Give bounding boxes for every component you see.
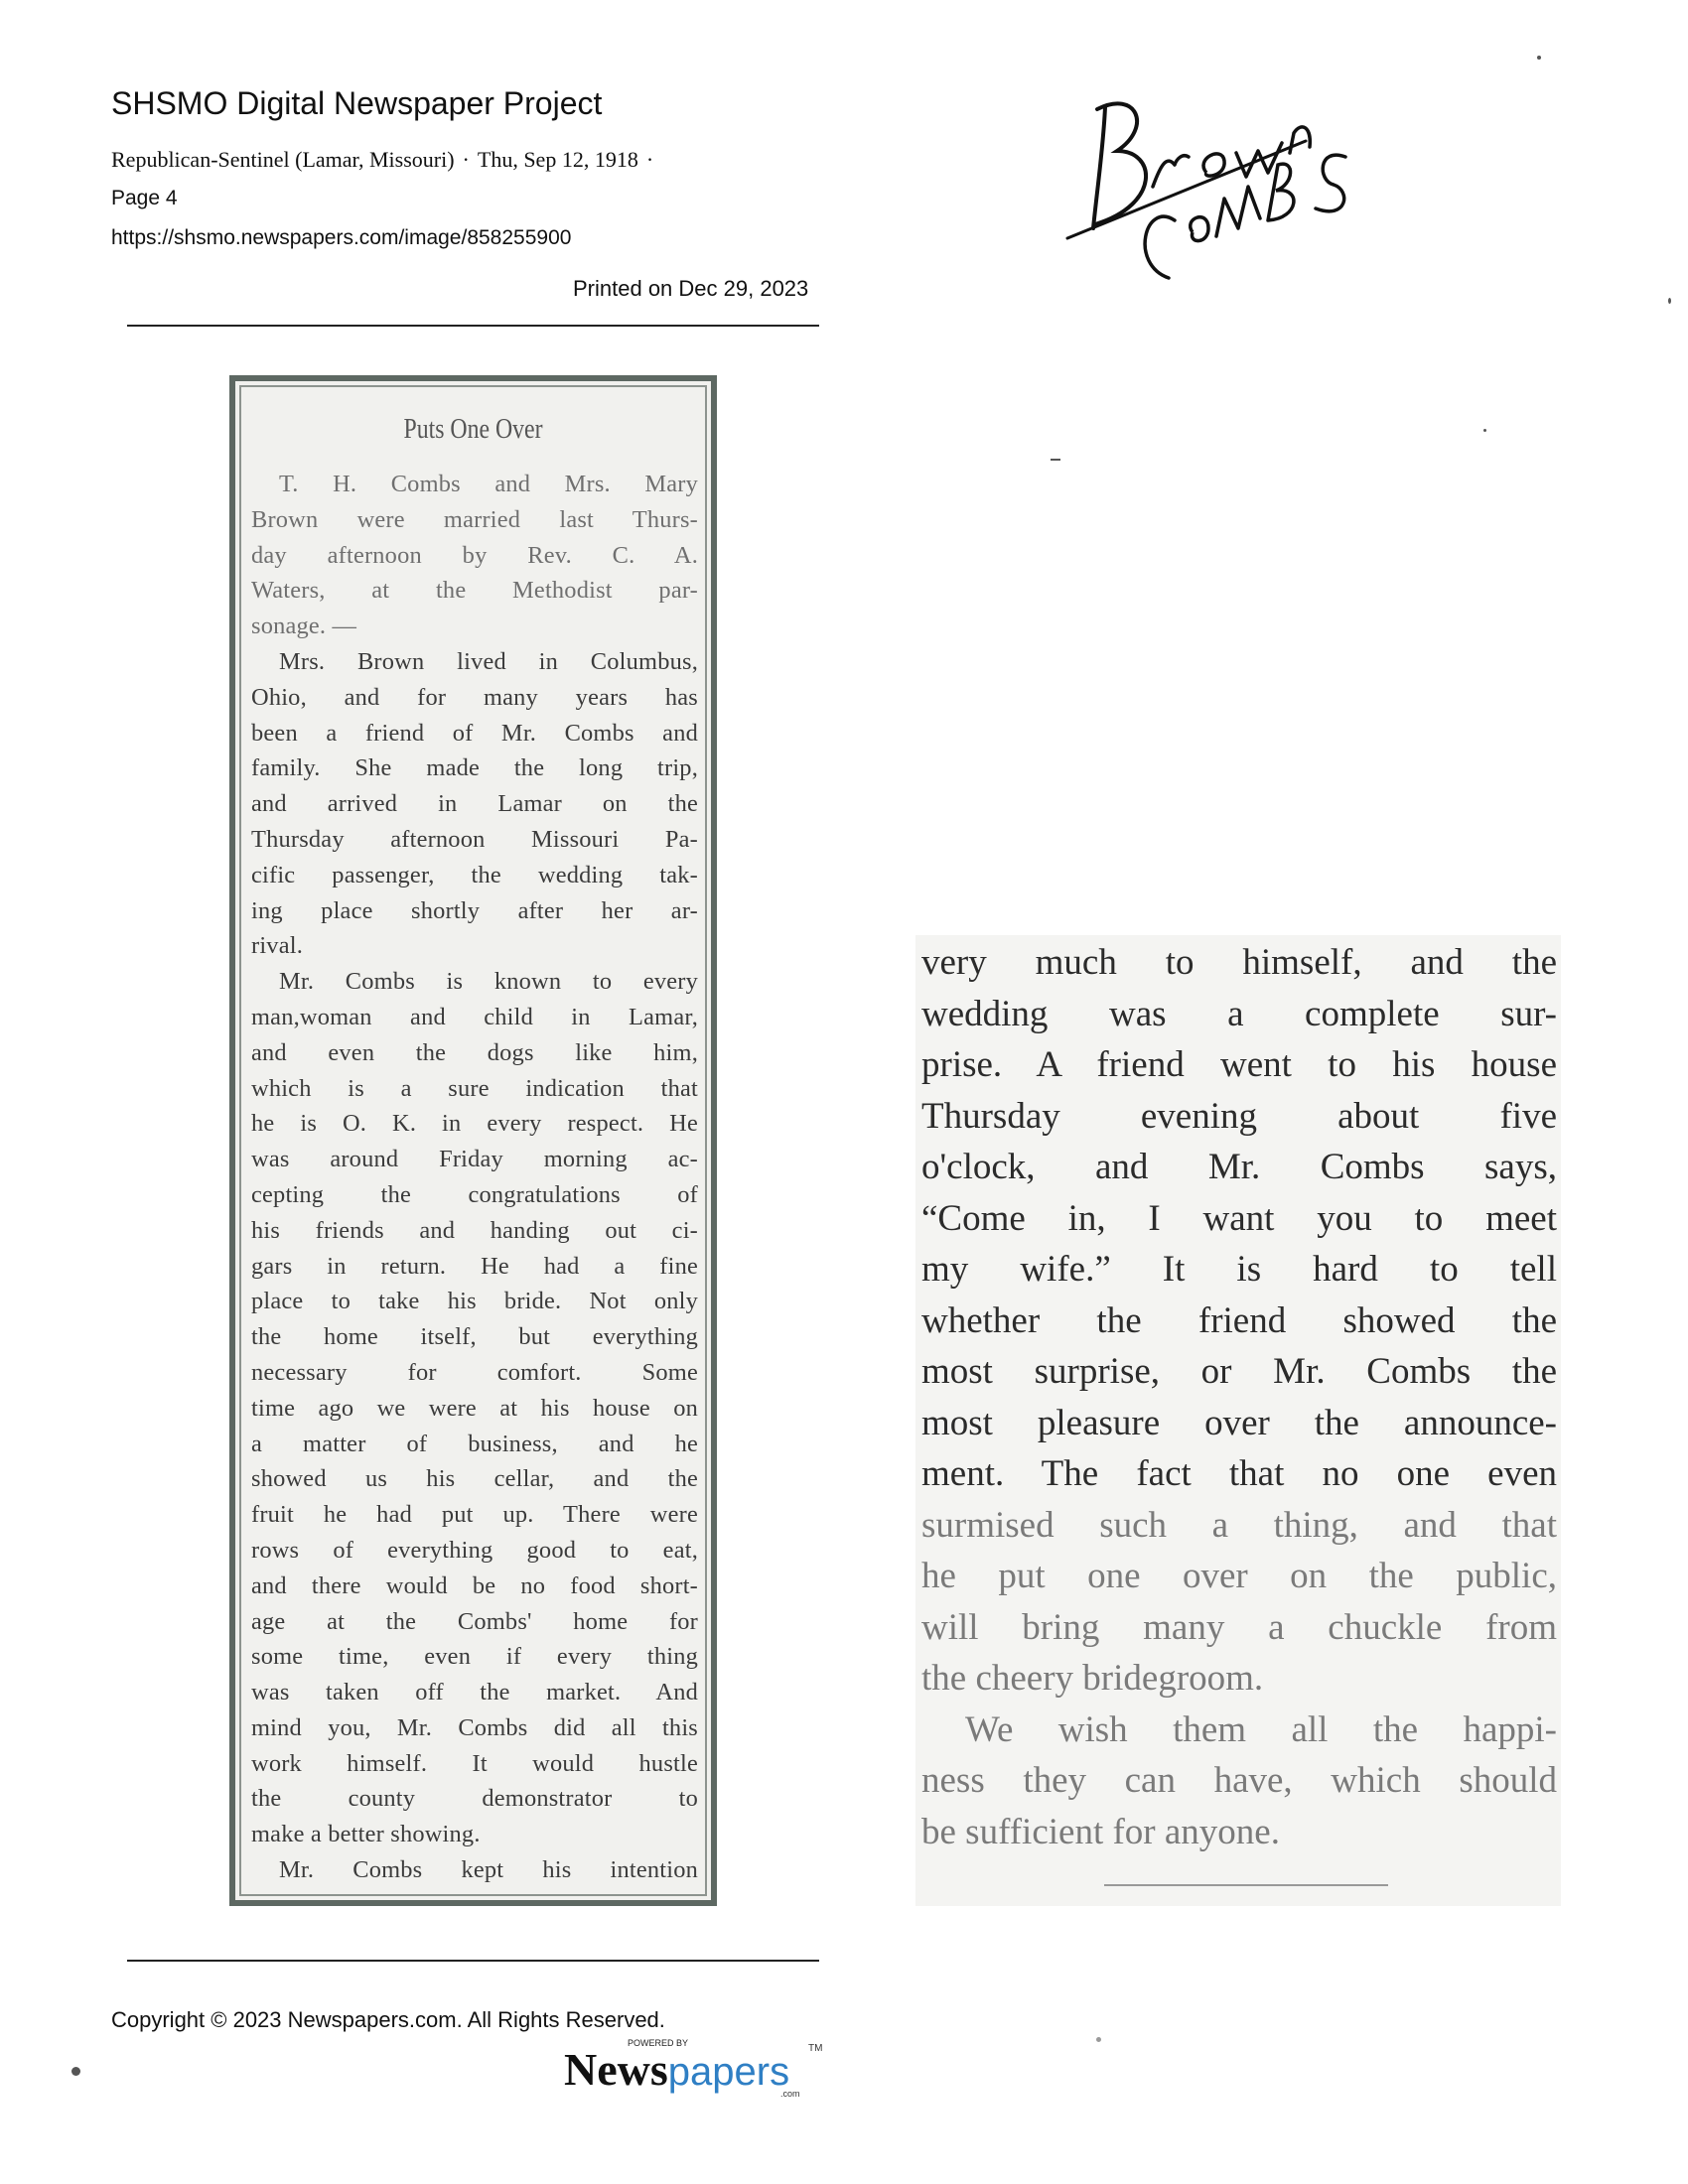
article-line: Thursday afternoon Missouri Pa- [251, 825, 698, 853]
project-title: SHSMO Digital Newspaper Project [111, 85, 603, 121]
article-line: Mrs. Brown lived in Columbus, [279, 647, 698, 675]
article-line: most surprise, or Mr. Combs the [921, 1351, 1557, 1392]
logo-powered-by: POWERED BY [628, 2038, 689, 2048]
article-line: cific passenger, the wedding tak- [251, 861, 698, 888]
scan-speck [1483, 429, 1486, 432]
scan-speck [1096, 2037, 1101, 2042]
image-url: https://shsmo.newspapers.com/image/858255900 [111, 226, 572, 249]
article-line: and even the dogs like him, [251, 1038, 698, 1066]
logo-word-news: News [564, 2044, 668, 2095]
newspapers-logo [564, 2033, 842, 2103]
article-line: age at the Combs' home for [251, 1607, 698, 1635]
article-headline: Puts One Over [403, 413, 543, 445]
separator: · [645, 147, 654, 172]
article-line: most pleasure over the announce- [921, 1402, 1557, 1443]
article-end-rule [1104, 1884, 1388, 1886]
article-line: showed us his cellar, and the [251, 1465, 698, 1493]
article-body-part-1 [251, 467, 698, 1888]
article-line: ness they can have, which should [921, 1760, 1557, 1801]
article-line: ment. The fact that no one even [921, 1453, 1557, 1494]
article-line: work himself. It would hustle [251, 1749, 698, 1777]
article-line: rival. [251, 932, 303, 960]
article-line: make a better showing. [251, 1821, 481, 1848]
article-line: and arrived in Lamar on the [251, 790, 698, 818]
article-line: his friends and handing out ci- [251, 1216, 698, 1244]
article-line: and there would be no food short- [251, 1571, 698, 1599]
article-line: man,woman and child in Lamar, [251, 1003, 698, 1030]
article-line: be sufficient for anyone. [921, 1811, 1280, 1852]
article-line: some time, even if every thing [251, 1643, 698, 1671]
svg-text:Newspapers [564, 2044, 789, 2095]
article-line: Brown were married last Thurs- [251, 505, 698, 533]
article-line: Mr. Combs kept his intention [279, 1856, 698, 1884]
article-line: wedding was a complete sur- [921, 993, 1557, 1034]
logo-dotcom: .com [780, 2089, 800, 2099]
article-line: whether the friend showed the [921, 1299, 1557, 1341]
article-line: Mr. Combs is known to every [279, 968, 698, 996]
article-line: We wish them all the happi- [965, 1708, 1557, 1750]
article-line: he put one over on the public, [921, 1556, 1557, 1596]
top-divider [127, 325, 819, 327]
article-line: my wife.” It is hard to tell [921, 1249, 1557, 1290]
article-line: been a friend of Mr. Combs and [251, 719, 698, 747]
article-line: cepting the congratulations of [251, 1180, 698, 1208]
article-line: o'clock, and Mr. Combs says, [921, 1147, 1557, 1187]
page-number: Page 4 [111, 187, 178, 209]
news-clipping-part-1 [229, 375, 717, 1906]
article-line: ing place shortly after her ar- [251, 896, 698, 924]
article-body-part-2 [921, 937, 1557, 1857]
article-line: rows of everything good to eat, [251, 1536, 698, 1564]
logo-trademark: TM [808, 2043, 823, 2054]
article-line: fruit he had put up. There were [251, 1501, 698, 1529]
article-line: the county demonstrator to [251, 1785, 698, 1813]
article-line: gars in return. He had a fine [251, 1252, 698, 1280]
article-line: surmised such a thing, and that [921, 1504, 1557, 1546]
printed-date: Printed on Dec 29, 2023 [573, 276, 809, 301]
copyright-notice: Copyright © 2023 Newspapers.com. All Rights Reserved. [111, 2007, 665, 2032]
article-line: “Come in, I want you to meet [921, 1197, 1557, 1239]
article-line: the cheery bridegroom. [921, 1658, 1264, 1699]
scan-speck [1051, 459, 1060, 461]
article-line: the home itself, but everything [251, 1323, 698, 1351]
article-line: necessary for comfort. Some [251, 1358, 698, 1386]
article-line: prise. A friend went to his house [921, 1044, 1557, 1085]
article-line: a matter of business, and he [251, 1430, 698, 1457]
news-clipping-part-2 [915, 935, 1561, 1906]
article-line: will bring many a chuckle from [921, 1606, 1557, 1648]
publication-name: Republican-Sentinel (Lamar, Missouri) [111, 147, 455, 172]
article-line: was around Friday morning ac- [251, 1146, 698, 1173]
article-line: very much to himself, and the [921, 942, 1557, 983]
publication-line [111, 147, 661, 173]
separator: · [462, 147, 470, 172]
article-line: mind you, Mr. Combs did all this [251, 1713, 698, 1741]
article-line: he is O. K. in every respect. He [251, 1110, 698, 1138]
article-line: time ago we were at his house on [251, 1394, 698, 1422]
scan-speck [1668, 298, 1671, 304]
article-line: day afternoon by Rev. C. A. [251, 541, 698, 569]
article-line: Ohio, and for many years has [251, 683, 698, 711]
article-line: family. She made the long trip, [251, 754, 698, 782]
article-line: was taken off the market. And [251, 1679, 698, 1706]
article-line: which is a sure indication that [251, 1074, 698, 1102]
scan-speck [71, 2067, 80, 2076]
article-line: place to take his bride. Not only [251, 1288, 698, 1315]
bottom-divider [127, 1960, 819, 1962]
publication-date: Thu, Sep 12, 1918 [477, 147, 638, 172]
article-line: Thursday evening about five [921, 1095, 1557, 1137]
handwritten-annotation [1057, 69, 1385, 298]
article-line: sonage. — [251, 613, 357, 640]
article-line: T. H. Combs and Mrs. Mary [279, 471, 698, 497]
scan-speck [1537, 56, 1541, 60]
logo-word-papers: papers [667, 2050, 790, 2094]
article-line: Waters, at the Methodist par- [251, 577, 698, 605]
